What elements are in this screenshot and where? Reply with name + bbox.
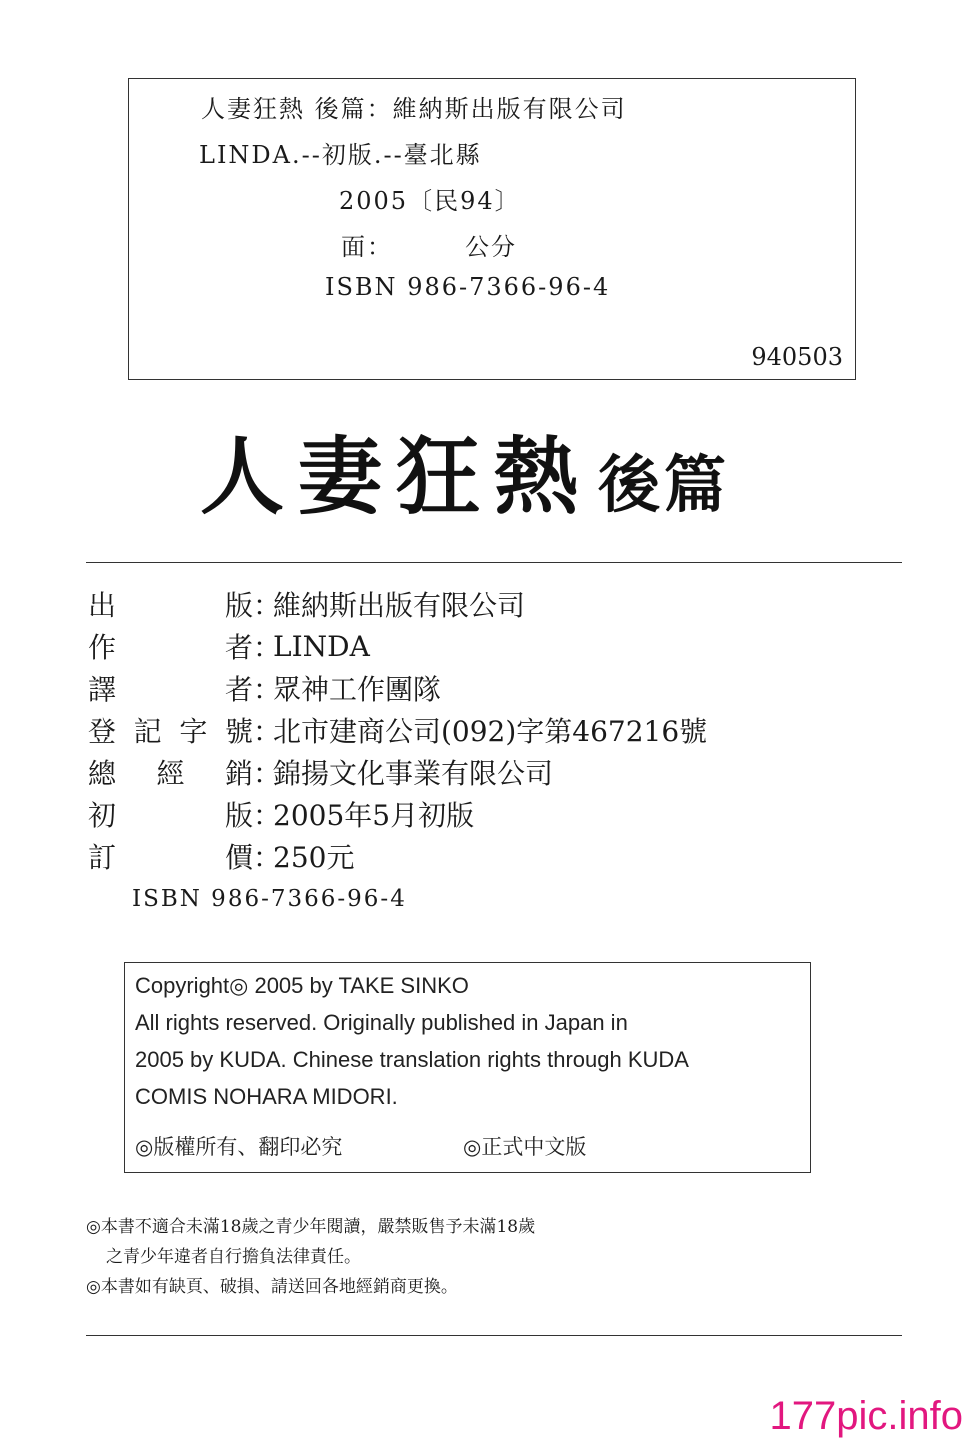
copyright-line: COMIS NOHARA MIDORI.	[135, 1084, 398, 1109]
info-row-translator: 譯 者 ： 眾神工作團隊	[88, 667, 707, 709]
cip-size-unit: 公分	[465, 233, 517, 261]
copyright-line: Copyright◎ 2005 by TAKE SINKO	[135, 973, 469, 998]
info-label: 總 經 銷	[88, 757, 253, 790]
cip-size-line	[341, 227, 517, 262]
top-divider	[86, 562, 902, 563]
copyright-line: All rights reserved. Originally published in Japan in	[135, 1010, 628, 1035]
cip-author-line: LINDA.--初版.--臺北縣	[199, 141, 482, 169]
defect-exchange-notice: ◎本書如有缺頁、破損、請送回各地經銷商更換。	[86, 1277, 458, 1297]
cip-catalog-number: 940503	[751, 343, 843, 371]
info-label: 譯 者	[88, 673, 253, 706]
copyright-box	[124, 962, 811, 1173]
info-row-registration: 登 記 字 號 ： 北市建商公司(092)字第467216號	[88, 709, 707, 751]
notices	[86, 1212, 535, 1302]
cip-title-line: 人妻狂熱 後篇：維納斯出版有限公司	[201, 95, 627, 123]
info-label: 作 者	[88, 631, 253, 664]
info-row-first-edition: 初 版 ： 2005年5月初版	[88, 793, 707, 835]
info-label: 出 版	[88, 589, 253, 622]
info-value: 眾神工作團隊	[273, 673, 442, 706]
info-value: 錦揚文化事業有限公司	[273, 757, 554, 790]
age-restriction-notice-cont: 之青少年違者自行擔負法律責任。	[106, 1247, 361, 1267]
book-title-main: 人妻狂熱	[200, 427, 593, 526]
book-title-sub: 後篇	[598, 448, 731, 521]
info-value: 2005年5月初版	[273, 799, 475, 832]
info-value: 250元	[273, 841, 355, 874]
bottom-divider	[86, 1335, 902, 1336]
info-row-distributor: 總 經 銷 ： 錦揚文化事業有限公司	[88, 751, 707, 793]
info-value: 維納斯出版有限公司	[273, 589, 526, 622]
official-edition-notice: ◎正式中文版	[463, 1135, 587, 1159]
info-label: 登 記 字 號	[88, 715, 253, 748]
info-label: 訂 價	[88, 841, 253, 874]
info-row-author: 作 者 ： LINDA	[88, 625, 707, 667]
publication-info	[88, 583, 707, 877]
info-value: LINDA	[273, 629, 370, 663]
cip-isbn: ISBN 986-7366-96-4	[325, 273, 611, 301]
info-value: 北市建商公司(092)字第467216號	[273, 715, 708, 748]
cip-year-line: 2005〔民94〕	[339, 187, 521, 215]
site-watermark: 177pic.info	[769, 1394, 963, 1438]
book-title	[200, 410, 730, 531]
info-row-price: 訂 價 ： 250元	[88, 835, 707, 877]
cip-catalog-box	[128, 78, 856, 380]
isbn-line: ISBN 986-7366-96-4	[132, 886, 407, 912]
info-label: 初 版	[88, 799, 253, 832]
cip-size-label: 面：	[341, 233, 393, 261]
copyright-line: 2005 by KUDA. Chinese translation rights through KUDA	[135, 1047, 689, 1072]
age-restriction-notice: ◎本書不適合未滿18歲之青少年閱讀，嚴禁販售予未滿18歲	[86, 1217, 536, 1237]
info-row-publisher: 出 版 ： 維納斯出版有限公司	[88, 583, 707, 625]
rights-reserved-notice: ◎版權所有、翻印必究	[135, 1135, 343, 1159]
